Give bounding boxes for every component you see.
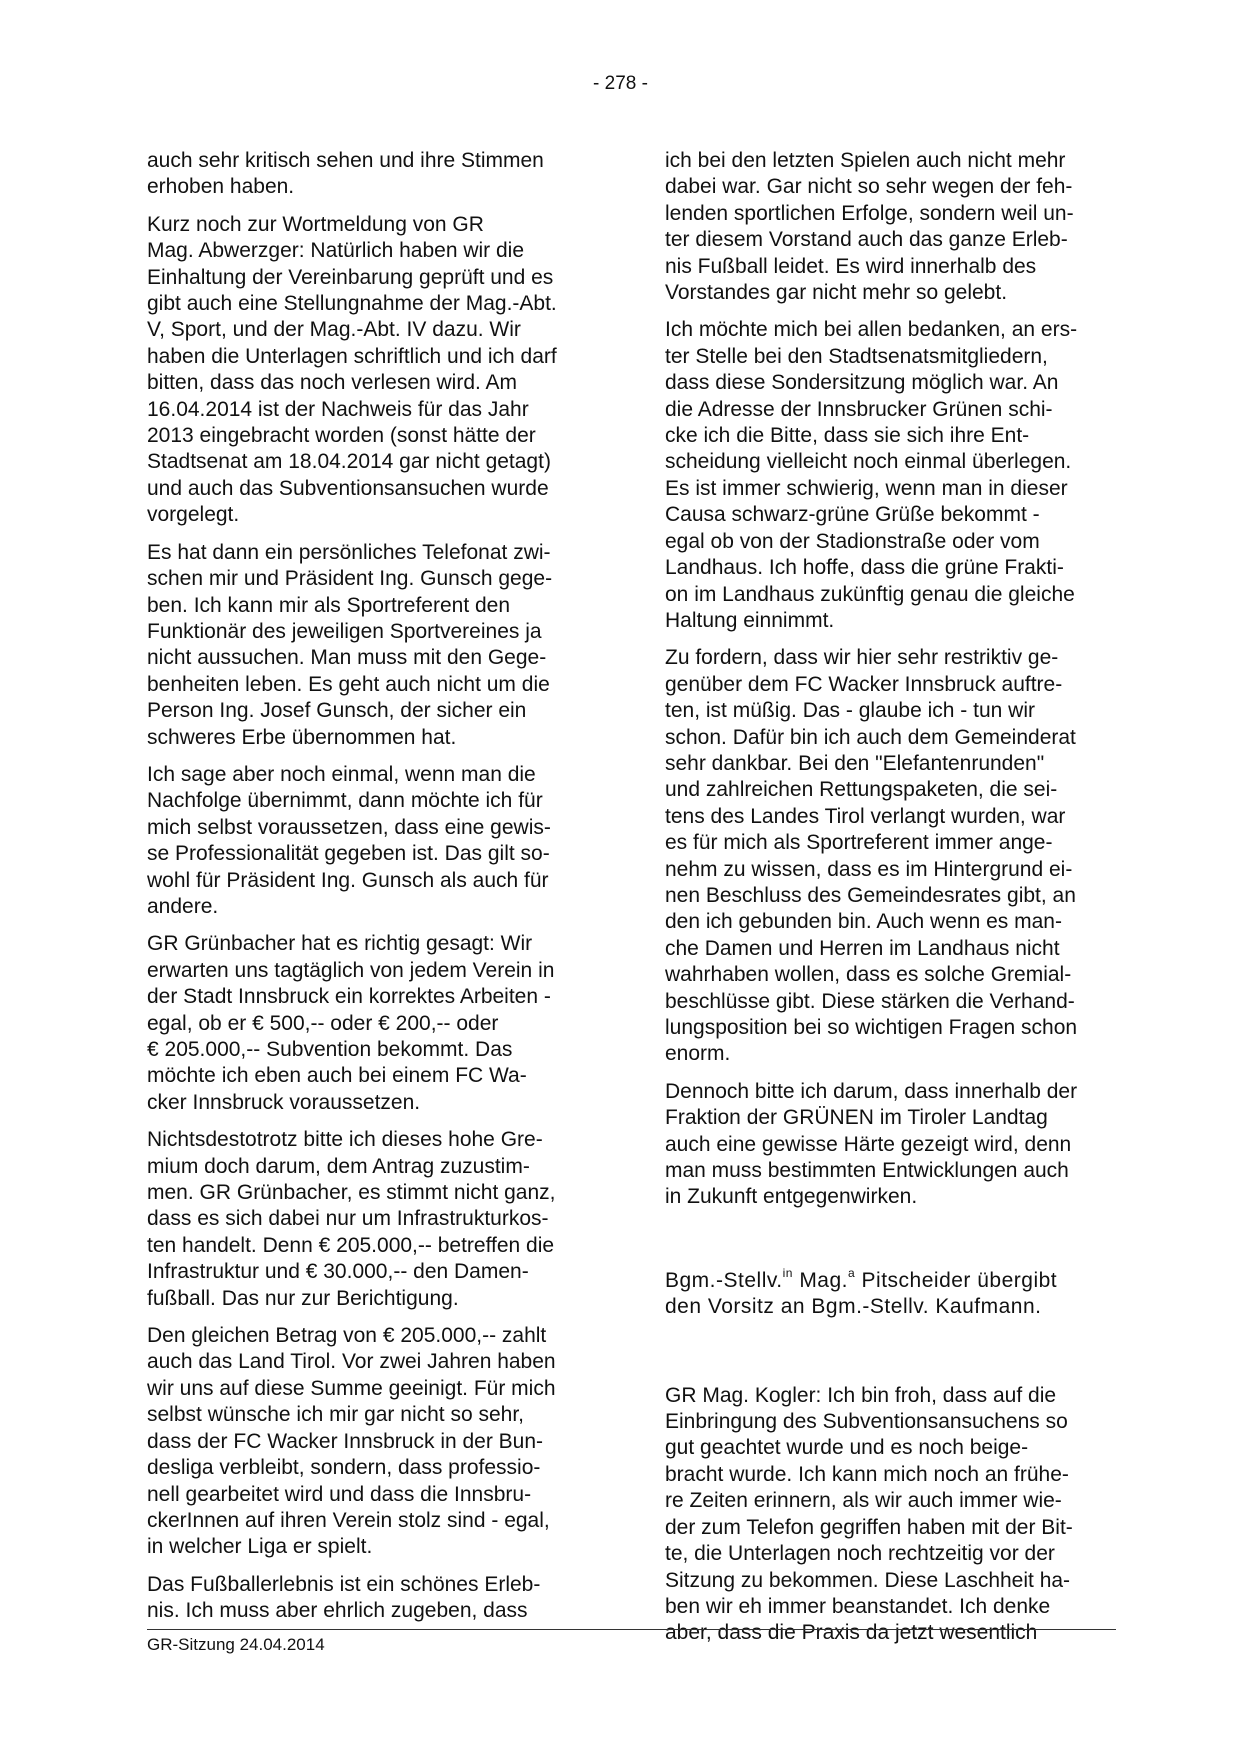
paragraph: Zu fordern, dass wir hier sehr restriktiv ge- genüber dem FC Wacker Innsbruck auftre- ten, ist müßig. Das - glaube ich - tun wir schon. Dafür bin ich auch dem Gemeinderat sehr dankbar. Bei den "Elefantenrunden" und zahlreichen Rettungspaketen, die sei- tens des Landes Tirol verlangt wurden, war es für mich als Sportreferent immer ange- nehm zu wissen, dass es im Hintergrund ei- nen Beschluss des Gemeindesrates gibt, an den ich gebunden bin. Auch wenn es man- che Damen und Herren im Landhaus nicht wahrhaben wollen, dass es solche Gremial- beschlüsse gibt. Diese stärken die Verhand- lungsposition bei so wichtigen Fragen schon enorm.: [665, 646, 1078, 1066]
paragraph: Ich möchte mich bei allen bedanken, an ers- ter Stelle bei den Stadtsenatsmitgliedern, dass diese Sondersitzung möglich war. An die Adresse der Innsbrucker Grünen schi- cke ich die Bitte, dass sie sich ihre Ent- scheidung vielleicht noch einmal überlegen. Es ist immer schwierig, wenn man in dieser Causa schwarz-grüne Grüße bekommt - egal ob von der Stadionstraße oder vom Landhaus. Ich hoffe, dass die grüne Frakti- on im Landhaus zukünftig genau die gleiche Haltung einnimmt.: [665, 318, 1078, 632]
paragraph: Nichtsdestotrotz bitte ich dieses hohe Gre- mium doch darum, dem Antrag zuzustim- men. GR Grünbacher, es stimmt nicht ganz, dass es sich dabei nur um Infrastrukturkos- ten handelt. Denn € 205.000,-- betreffen die Infrastruktur und € 30.000,-- den Damen- fußball. Das nur zur Berichtigung.: [147, 1128, 556, 1310]
paragraph: Kurz noch zur Wortmeldung von GR Mag. Abwerzger: Natürlich haben wir die Einhaltung der Vereinbarung geprüft und es gibt auch eine Stellungnahme der Mag.-Abt. V, Sport, und der Mag.-Abt. IV dazu. Wir haben die Unterlagen schriftlich und ich darf bitten, dass das noch verlesen wird. Am 16.04.2014 ist der Nachweis für das Jahr 2013 eingebracht worden (sonst hätte der Stadtsenat am 18.04.2014 gar nicht getagt) und auch das Subventionsansuchen wurde vorgelegt.: [147, 212, 557, 527]
paragraph: auch sehr kritisch sehen und ihre Stimmen erhoben haben.: [147, 149, 544, 199]
paragraph: GR Mag. Kogler: Ich bin froh, dass auf die Einbringung des Subventionsansuchens so gut geachtet wurde und es noch beige- bracht wurde. Ich kann mich noch an frühe- re Zeiten erinnern, als wir auch immer wie- der zum Telefon gegriffen haben mit der Bit- te, die Unterlagen noch rechtzeitig vor der Sitzung zu bekommen. Diese Laschheit ha- ben wir eh immer beanstandet. Ich denke aber, dass die Praxis da jetzt wesentlich: [665, 1383, 1073, 1645]
paragraph: Ich sage aber noch einmal, wenn man die Nachfolge übernimmt, dann möchte ich für mich selbst voraussetzen, dass eine gewis- se Professionalität gegeben ist. Das gilt so- wohl für Präsident Ing. Gunsch als auch für andere.: [147, 762, 551, 918]
paragraph: Dennoch bitte ich darum, dass innerhalb der Fraktion der GRÜNEN im Tiroler Landtag auch eine gewisse Härte gezeigt wird, denn man muss bestimmten Entwicklungen auch in Zukunft entgegenwirken.: [665, 1079, 1078, 1209]
paragraph: ich bei den letzten Spielen auch nicht mehr dabei war. Gar nicht so sehr wegen der feh- lenden sportlichen Erfolge, sondern weil un- ter diesem Vorstand auch das ganze Erleb- nis Fußball leidet. Es wird innerhalb des Vorstandes gar nicht mehr so gelebt.: [665, 149, 1074, 305]
chair-note-text: Pitscheider übergibt den Vorsitz an Bgm.-Stellv. Kaufmann.: [665, 1268, 1058, 1319]
chair-handover-note: [665, 1265, 1125, 1321]
page-number: - 278 -: [593, 73, 648, 94]
paragraph: Es hat dann ein persönliches Telefonat zwi- schen mir und Präsident Ing. Gunsch gege- ben. Ich kann mir als Sportreferent den Funktionär des jeweiligen Sportvereines ja nicht aussuchen. Man muss mit den Gege- benheiten leben. Es geht auch nicht um die Person Ing. Josef Gunsch, der sicher ein schweres Erbe übernommen hat.: [147, 540, 553, 749]
right-column: [665, 148, 1125, 1658]
chair-note-title: Bgm.-Stellv.: [665, 1268, 783, 1292]
paragraph: Den gleichen Betrag von € 205.000,-- zahlt auch das Land Tirol. Vor zwei Jahren haben wir uns auf diese Summe geeinigt. Für mich selbst wünsche ich mir gar nicht so sehr, dass der FC Wacker Innsbruck in der Bun- desliga verbleibt, sondern, dass professio- nell gearbeitet wird und dass die Innsbru- ckerInnen auf ihren Verein stolz sind - egal, in welcher Liga er spielt.: [147, 1324, 556, 1559]
chair-note-superscript: a: [848, 1265, 856, 1280]
left-column: [147, 148, 607, 1636]
footer-divider: [147, 1629, 1116, 1630]
chair-note-superscript: in: [782, 1265, 793, 1280]
chair-note-degree: Mag.: [792, 1268, 849, 1292]
paragraph: Das Fußballerlebnis ist ein schönes Erleb- nis. Ich muss aber ehrlich zugeben, dass: [147, 1572, 541, 1623]
paragraph: GR Grünbacher hat es richtig gesagt: Wir erwarten uns tagtäglich von jedem Verein in der Stadt Innsbruck ein korrektes Arbeiten - egal, ob er € 500,-- oder € 200,-- oder € 205.000,-- Subvention bekommt. Das möchte ich eben auch bei einem FC Wa- cker Innsbruck voraussetzen.: [147, 932, 555, 1114]
footer-text: GR-Sitzung 24.04.2014: [147, 1635, 325, 1654]
